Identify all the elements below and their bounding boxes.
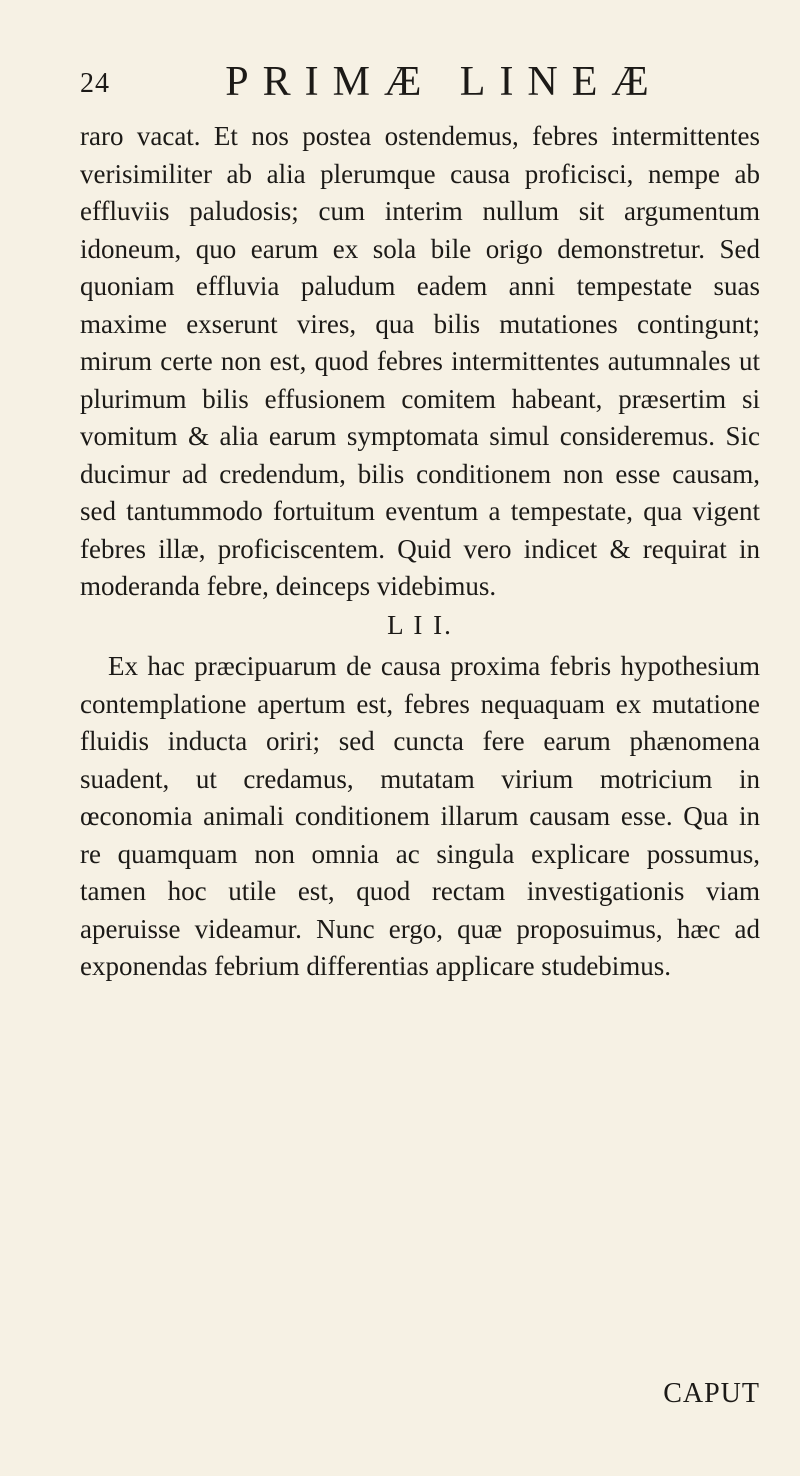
main-text	[80, 118, 760, 986]
page-number: 24	[80, 68, 110, 99]
page-header	[80, 48, 760, 108]
catchword: CAPUT	[663, 1378, 760, 1409]
paragraph-1: raro vacat. Et nos postea ostendemus, febres intermittentes verisimiliter ab alia plerumque causa proficisci, nempe ab effluviis paludosis; cum interim nullum sit argumentum idoneum, quo earum ex sola bile origo demonstretur. Sed quoniam effluvia paludum eadem anni tempestate suas maxime exserunt vires, qua bilis mutationes contingunt; mirum certe non est, quod febres intermittentes autumnales ut plurimum bilis effusionem comitem habeant, præsertim si vomitum & alia earum symptomata simul consideremus. Sic ducimur ad credendum, bilis conditionem non esse causam, sed tantummodo fortuitum eventum a tempestate, qua vigent febres illæ, proficiscentem. Quid vero indicet & requirat in moderanda febre, deinceps videbimus.	[80, 121, 760, 601]
running-title: PRIMÆ LINEÆ	[225, 59, 663, 105]
section-number: L I I.	[387, 609, 453, 640]
paragraph-2: Ex hac præcipuarum de causa proxima febris hypothesium contemplatione apertum est, febres nequaquam ex mutatione fluidis inducta oriri; sed cuncta fere earum phænomena suadent, ut credamus, mutatam virium motricium in œconomia animali conditionem illarum causam esse. Qua in re quamquam non omnia ac singula explicare possumus, tamen hoc utile est, quod rectam investigationis viam aperuisse videamur. Nunc ergo, quæ proposuimus, hæc ad exponendas febrium differentias applicare studebimus.	[80, 651, 760, 981]
